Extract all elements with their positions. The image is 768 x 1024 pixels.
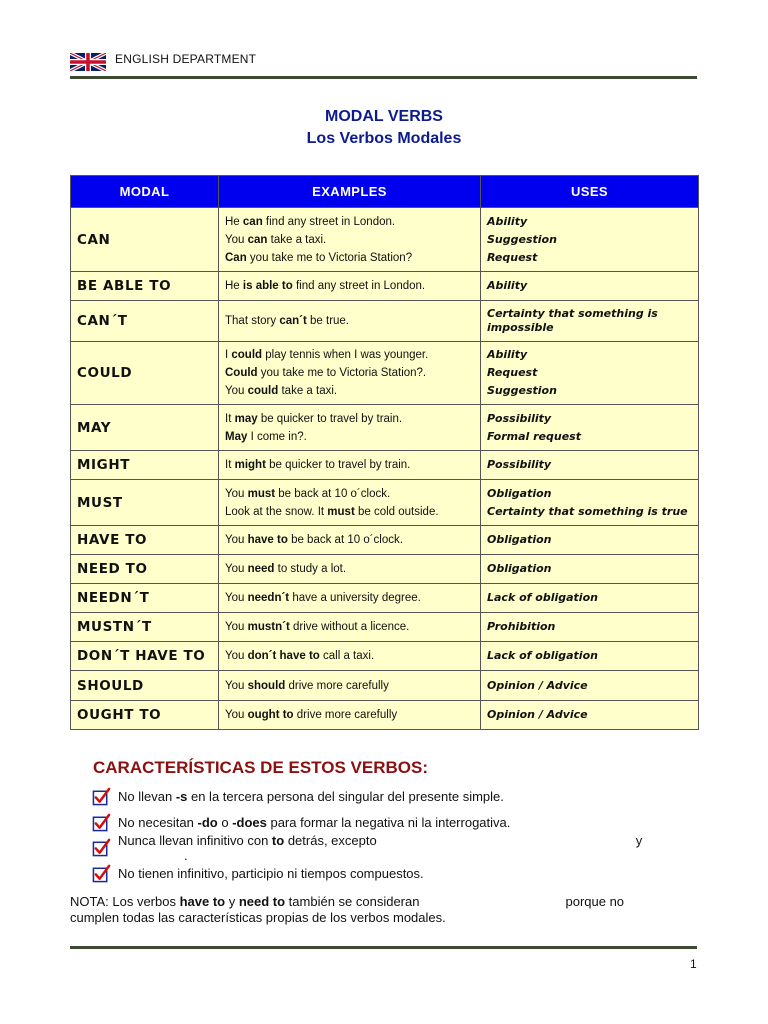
bold-text: might: [234, 459, 266, 471]
characteristic-item: [92, 832, 692, 863]
bold-text: -does: [232, 814, 267, 830]
use-label: Lack of obligation: [487, 591, 598, 604]
use-label: Possibility: [487, 411, 552, 425]
bold-text: may: [234, 412, 258, 425]
text-run: you take me to Victoria Station?.: [257, 367, 427, 379]
text-run: No tienen infinitivo, participio ni tiempos compuestos.: [118, 865, 424, 881]
example-sentence: [225, 560, 474, 578]
text-run: No necesitan: [118, 814, 198, 830]
example-sentence: [225, 618, 474, 636]
examples-cell: [219, 555, 481, 584]
table-row: [71, 584, 699, 613]
uses-cell: [481, 555, 699, 584]
uses-cell: [481, 301, 699, 342]
use-label: Suggestion: [487, 384, 557, 397]
union-jack-flag-icon: [70, 53, 106, 71]
bold-text: May: [225, 430, 248, 443]
example-sentence: [225, 249, 474, 267]
text-run: drive more carefully: [285, 679, 389, 692]
example-sentence: [225, 706, 474, 724]
text-run: cumplen todas las características propias de los verbos modales.: [70, 910, 446, 925]
use-label: Obligation: [487, 533, 552, 546]
text-run: It: [225, 412, 235, 425]
department-label: ENGLISH DEPARTMENT: [115, 52, 257, 66]
text-run: y: [635, 832, 643, 848]
text-run: drive more carefully: [293, 709, 398, 721]
bold-text: mustn´t: [247, 621, 290, 633]
uses-cell: [481, 671, 699, 701]
uses-cell: [481, 642, 699, 671]
table-row: [71, 555, 699, 584]
text-run: take a taxi.: [278, 385, 338, 397]
modal-cell: BE ABLE TO: [71, 272, 219, 301]
example-sentence: [225, 677, 474, 695]
modal-cell: CAN: [71, 208, 219, 272]
text-run: You: [225, 487, 248, 500]
bold-text: can: [242, 215, 263, 228]
bold-text: must: [327, 505, 355, 518]
example-sentence: [225, 647, 474, 665]
text-run: o: [217, 814, 233, 830]
bold-text: should: [247, 679, 286, 692]
examples-cell: [219, 642, 481, 671]
use-label: Lack of obligation: [487, 649, 598, 662]
characteristic-text: [118, 866, 424, 881]
uses-cell: [481, 480, 699, 526]
note-paragraph: [70, 894, 690, 926]
table-header-row: [71, 176, 699, 208]
examples-cell: [219, 451, 481, 480]
bold-text: don´t have to: [247, 650, 320, 662]
use-label: Opinion / Advice: [487, 678, 588, 692]
characteristic-item: [92, 810, 692, 836]
text-run: You: [225, 709, 248, 721]
text-run: porque no: [565, 894, 625, 909]
example-sentence: [225, 364, 474, 382]
modal-cell: SHOULD: [71, 671, 219, 701]
table-row: [71, 526, 699, 555]
modal-cell: NEED TO: [71, 555, 219, 584]
use-label: Request: [487, 366, 538, 379]
example-sentence: [225, 312, 474, 330]
use-label: Obligation: [487, 486, 552, 500]
use-label: Certainty that something is impossible: [487, 307, 658, 334]
modal-cell: MUSTN´T: [71, 613, 219, 642]
bold-text: can: [247, 233, 268, 246]
example-sentence: [225, 456, 474, 474]
column-header-modal: MODAL: [71, 176, 219, 208]
top-divider: [70, 76, 697, 79]
modal-cell: OUGHT TO: [71, 701, 219, 730]
use-label: Prohibition: [487, 620, 556, 633]
characteristic-item: [92, 784, 692, 810]
uses-cell: [481, 342, 699, 405]
text-run: be quicker to travel by train.: [265, 459, 411, 471]
characteristic-text: [118, 815, 510, 830]
examples-cell: [219, 584, 481, 613]
table-row: [71, 301, 699, 342]
bold-text: can´t: [279, 315, 307, 327]
table-row: [71, 642, 699, 671]
uses-cell: [481, 405, 699, 451]
page-title: MODAL VERBS: [325, 108, 443, 125]
use-label: Ability: [487, 214, 528, 228]
uses-cell: [481, 584, 699, 613]
example-sentence: [225, 428, 474, 446]
text-run: I: [225, 349, 232, 361]
page-header: [70, 52, 697, 78]
characteristic-text: [118, 789, 504, 804]
examples-cell: [219, 480, 481, 526]
characteristics-list: [92, 784, 692, 886]
example-sentence: [225, 589, 474, 607]
examples-cell: [219, 208, 481, 272]
text-run: find any street in London.: [262, 215, 396, 228]
column-header-examples: EXAMPLES: [219, 176, 481, 208]
bold-text: Can: [225, 251, 247, 264]
checkbox-checked-icon: [92, 787, 111, 806]
text-run: find any street in London.: [292, 280, 426, 292]
text-run: Look at the snow. It: [225, 505, 328, 518]
characteristic-item: [92, 861, 692, 887]
use-label: Possibility: [487, 458, 552, 471]
modal-cell: CAN´T: [71, 301, 219, 342]
text-run: No llevan: [118, 789, 176, 805]
checkbox-checked-icon: [92, 813, 111, 832]
examples-cell: [219, 671, 481, 701]
example-sentence: [225, 410, 474, 428]
example-sentence: [225, 346, 474, 364]
example-sentence: [225, 485, 474, 503]
examples-cell: [219, 526, 481, 555]
use-label: Suggestion: [487, 232, 557, 246]
example-sentence: [225, 503, 474, 521]
bold-text: have to: [179, 894, 226, 909]
text-run: He: [225, 215, 243, 228]
text-run: detrás, excepto: [284, 832, 377, 848]
table-row: [71, 405, 699, 451]
example-sentence: [225, 213, 474, 231]
examples-cell: [219, 272, 481, 301]
bold-text: need: [247, 563, 275, 575]
uses-cell: [481, 526, 699, 555]
use-label: Certainty that something is true: [487, 504, 688, 518]
modal-cell: DON´T HAVE TO: [71, 642, 219, 671]
modal-verbs-table: [70, 175, 699, 730]
uses-cell: [481, 701, 699, 730]
bold-text: could: [231, 349, 263, 361]
bold-text: Could: [225, 367, 258, 379]
text-run: NOTA: Los verbos: [70, 894, 180, 909]
text-run: He: [225, 280, 243, 292]
text-run: play tennis when I was younger.: [262, 349, 429, 361]
column-header-uses: USES: [481, 176, 699, 208]
modal-cell: HAVE TO: [71, 526, 219, 555]
bold-text: ought to: [247, 709, 294, 721]
text-run: be back at 10 o´clock.: [275, 487, 391, 500]
use-label: Obligation: [487, 562, 552, 575]
text-run: be back at 10 o´clock.: [287, 534, 403, 546]
text-run: You: [225, 650, 248, 662]
text-run: You: [225, 385, 248, 397]
table-row: [71, 701, 699, 730]
use-label: Ability: [487, 348, 528, 361]
bold-text: to: [271, 832, 285, 848]
examples-cell: [219, 405, 481, 451]
uses-cell: [481, 208, 699, 272]
text-run: drive without a licence.: [289, 621, 410, 633]
examples-cell: [219, 701, 481, 730]
table-row: [71, 208, 699, 272]
use-label: Ability: [487, 279, 528, 292]
modal-cell: MAY: [71, 405, 219, 451]
text-run: .: [184, 847, 188, 863]
text-run: Nunca llevan infinitivo con: [118, 832, 272, 848]
text-run: You: [225, 563, 248, 575]
examples-cell: [219, 613, 481, 642]
examples-cell: [219, 342, 481, 405]
table-row: [71, 342, 699, 405]
bold-text: could: [247, 385, 279, 397]
examples-cell: [219, 301, 481, 342]
example-sentence: [225, 531, 474, 549]
text-run: be cold outside.: [354, 505, 439, 518]
page-subtitle: Los Verbos Modales: [306, 130, 462, 147]
text-run: I come in?.: [247, 430, 307, 443]
bold-text: -do: [197, 814, 218, 830]
text-run: You: [225, 592, 248, 604]
text-run: y: [225, 894, 239, 909]
example-sentence: [225, 231, 474, 249]
text-run: You: [225, 679, 248, 692]
text-run: You: [225, 233, 248, 246]
text-run: call a taxi.: [319, 650, 375, 662]
example-sentence: [225, 277, 474, 295]
text-run: en la tercera persona del singular del presente simple.: [187, 789, 504, 805]
text-run: be quicker to travel by train.: [257, 412, 403, 425]
bold-text: need to: [238, 894, 286, 909]
characteristics-title: CARACTERÍSTICAS DE ESTOS VERBOS:: [93, 758, 429, 777]
table-row: [71, 613, 699, 642]
uses-cell: [481, 451, 699, 480]
checkbox-checked-icon: [92, 864, 111, 883]
characteristic-text: [118, 833, 692, 863]
note-line-2: [70, 910, 690, 926]
bold-text: is able to: [242, 280, 293, 292]
text-run: be true.: [306, 315, 350, 327]
modal-cell: MUST: [71, 480, 219, 526]
text-run: That story: [225, 315, 280, 327]
use-label: Request: [487, 250, 538, 264]
modal-cell: COULD: [71, 342, 219, 405]
text-run: también se consideran: [285, 894, 420, 909]
modal-cell: NEEDN´T: [71, 584, 219, 613]
uses-cell: [481, 272, 699, 301]
page-number: 1: [690, 957, 697, 971]
uses-cell: [481, 613, 699, 642]
modal-cell: MIGHT: [71, 451, 219, 480]
use-label: Formal request: [487, 429, 581, 443]
text-run: take a taxi.: [267, 233, 327, 246]
text-run: It: [225, 459, 235, 471]
text-run: to study a lot.: [274, 563, 347, 575]
text-run: you take me to Victoria Station?: [246, 251, 413, 264]
text-run: You: [225, 621, 248, 633]
table-row: [71, 272, 699, 301]
bold-text: must: [247, 487, 276, 500]
note-line-1: [70, 894, 690, 910]
text-run: para formar la negativa ni la interrogativa.: [266, 814, 511, 830]
example-sentence: [225, 382, 474, 400]
checkbox-checked-icon: [92, 838, 111, 857]
text-run: have a university degree.: [289, 592, 421, 604]
use-label: Opinion / Advice: [487, 708, 588, 721]
text-run: You: [225, 534, 248, 546]
table-row: [71, 451, 699, 480]
table-row: [71, 671, 699, 701]
bottom-divider: [70, 946, 697, 949]
bold-text: have to: [247, 534, 288, 546]
bold-text: -s: [175, 789, 188, 805]
bold-text: needn´t: [247, 592, 290, 604]
table-row: [71, 480, 699, 526]
